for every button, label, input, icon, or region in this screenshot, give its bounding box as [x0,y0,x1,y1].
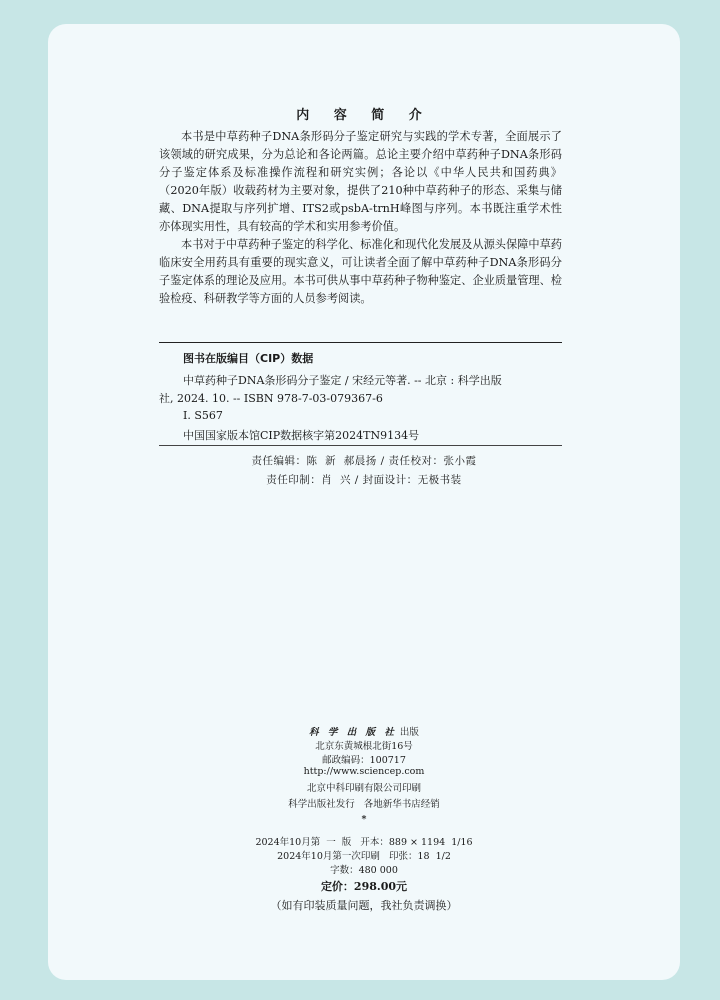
cip-bottom-rule [159,445,562,446]
word-count: 字数：480 000 [330,865,398,876]
separator-star: * [361,814,367,825]
cip-top-rule [159,342,562,343]
publisher-name: 科 学 出 版 社 [309,727,397,738]
publisher-postcode: 邮政编码：100717 [322,755,406,766]
summary-text [159,128,562,308]
cip-line-3: Ⅰ. S567 [183,409,223,422]
summary-title: 内 容 简 介 [296,108,432,123]
cip-line-1: 中草药种子DNA条形码分子鉴定 / 宋经元等著. -- 北京 : 科学出版 [183,374,502,387]
printer-line: 北京中科印刷有限公司印刷 [306,783,421,794]
publisher-website: http://www.sciencep.com [303,766,425,777]
quality-notice: （如有印装质量问题，我社负责调换） [270,899,458,912]
copyright-page [48,24,680,980]
publisher-address: 北京东黄城根北街16号 [315,741,413,752]
publisher-line [48,724,680,738]
price: 定价：298.00元 [320,880,408,893]
publisher-suffix: 出版 [396,727,419,738]
edition-line: 2024年10月第 一 版 开本：889 × 1194 1/16 [255,837,473,848]
cip-heading: 图书在版编目（CIP）数据 [183,352,314,365]
printing-line: 2024年10月第一次印刷 印张：18 1/2 [277,851,451,862]
cip-line-4: 中国国家版本馆CIP数据核字第2024TN9134号 [183,429,420,442]
credits-editors: 责任编辑：陈 新 郝晨扬 / 责任校对：张小霞 [251,455,477,467]
cip-line-2: 社, 2024. 10. -- ISBN 978-7-03-079367-6 [159,392,383,405]
summary-paragraph-2: 本书对于中草药种子鉴定的科学化、标准化和现代化发展及从源头保障中草药临床安全用药具有重要的现实意义，可让读者全面了解中草药种子DNA条形码分子鉴定体系的理论及应用。本书可供从事中草药种子物种鉴定、企业质量管理、检验检疫、科研教学等方面的人员参考阅读。 [159,238,562,305]
summary-paragraph-1: 本书是中草药种子DNA条形码分子鉴定研究与实践的学术专著，全面展示了该领域的研究成果，分为总论和各论两篇。总论主要介绍中草药种子DNA条形码分子鉴定体系及标准操作流程和研究实例；各论以《中华人民共和国药典》（2020年版）收载药材为主要对象，提供了210种中草药种子的形态、采集与储藏、DNA提取与序列扩增、ITS2或psbA-trnH峰图与序列。本书既注重学术性亦体现实用性，具有较高的学术和实用参考价值。 [159,130,562,233]
credits-production: 责任印制：肖 兴 / 封面设计：无极书装 [266,474,462,486]
distributor-line: 科学出版社发行 各地新华书店经销 [288,799,440,810]
